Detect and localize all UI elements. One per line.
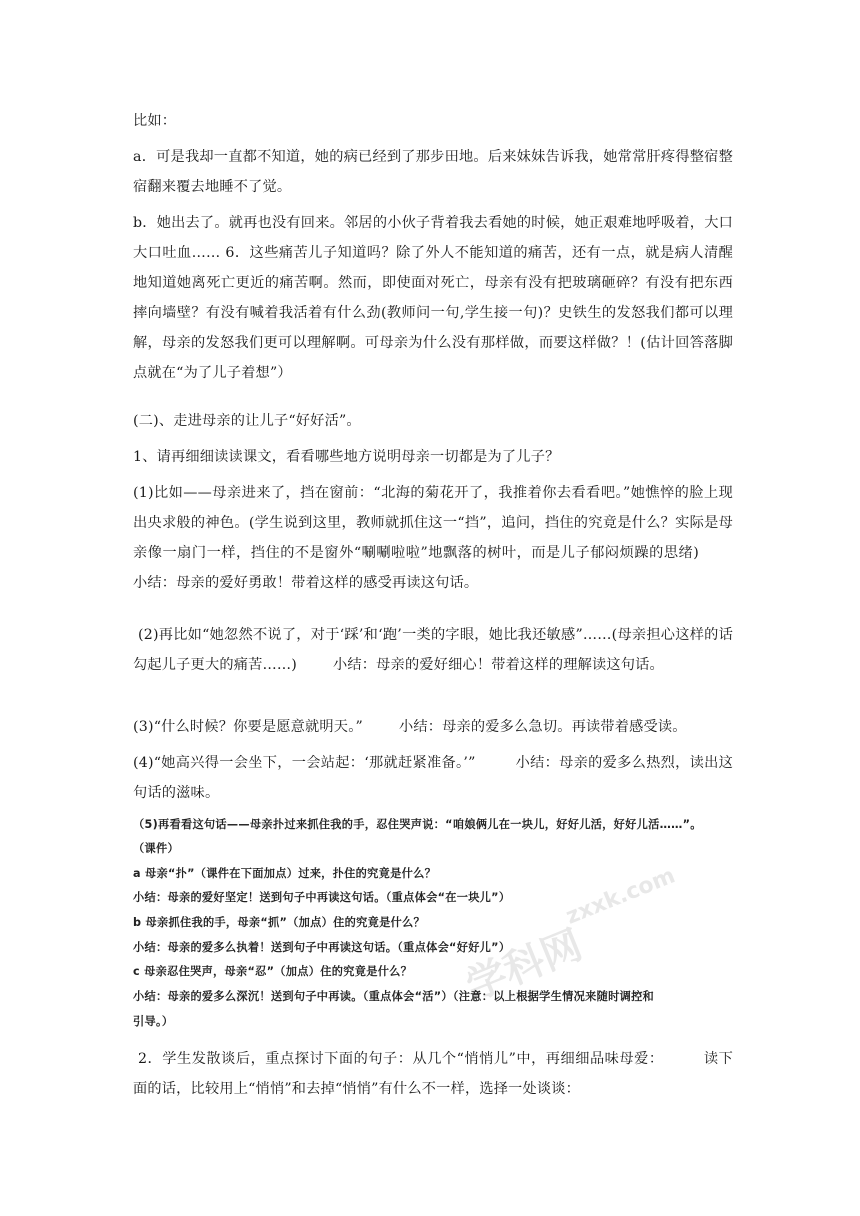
image-line: 小结：母亲的爱好坚定！送到句子中再读这句话。（重点体会“在一块儿”） [133, 891, 511, 904]
item-4-summary: 小结：母亲的爱多么热烈，读出这句话的滋味。 [133, 755, 733, 801]
paragraph-item-3 [133, 712, 733, 742]
paragraph-example-b: b．她出去了。就再也没有回来。邻居的小伙子背着我去看她的时候，她正艰难地呼吸着，大口大口吐血…… 6．这些痛苦儿子知道吗？除了外人不能知道的痛苦，还有一点，就是病人清醒地知道她离死亡更近的痛苦啊。然而，即使面对死亡，母亲有没有把玻璃砸碎？有没有把东西摔向墙壁？有没有喊着我活着有什么劲(教师问一句,学生接一句)？史铁生的发怒我们都可以理解，母亲的发怒我们更可以理解啊。可母亲为什么没有那样做，而要这样做？！(估计回答落脚点就在“为了儿子着想”） [133, 215, 733, 381]
watermark-url-text: zxxk.com [562, 863, 679, 930]
paragraph-item-4 [133, 748, 733, 808]
item-1-summary: 小结：母亲的爱好勇敢！带着这样的感受再读这句话。 [133, 575, 479, 591]
task-2-instruction: 读下面的话，比较用上“悄悄”和去掉“悄悄”有什么不一样，选择一处谈谈： [133, 1051, 733, 1097]
image-line: 小结：母亲的爱多么深沉！送到句子中再读。（重点体会“活”）（注意：以上根据学生情况来随时调控和 [133, 990, 655, 1003]
image-line: a 母亲“扑”（课件在下面加点）过来，扑住的究竟是什么？ [133, 867, 437, 880]
item-4-text: (4)“她高兴得一会坐下，一会站起：‘那就赶紧准备。’” [133, 755, 476, 771]
item-3-summary: 小结：母亲的爱多么急切。再读带着感受读。 [398, 719, 687, 735]
paragraph-example-a: a．可是我却一直都不知道，她的病已经到了那步田地。后来妹妹告诉我，她常常肝疼得整宿整宿翻来覆去地睡不了觉。 [133, 149, 733, 195]
paragraph-item-1 [133, 478, 733, 598]
item-2-summary: 小结：母亲的爱好细心！带着这样的理解读这句话。 [333, 657, 664, 673]
paragraph-task-1: 1、请再细细读读课文，看看哪些地方说明母亲一切都是为了儿子？ [133, 449, 560, 465]
image-line: 小结：母亲的爱多么执着！送到句子中再读这句话。（重点体会“好好儿”） [133, 941, 511, 954]
image-line: （5)再看看这句话——母亲扑过来抓住我的手，忍住哭声说：“咱娘俩儿在一块儿，好好儿活，好好儿活……”。 [133, 818, 702, 831]
item-1-text: (1)比如——母亲进来了，挡在窗前：“北海的菊花开了，我推着你去看看吧。”她憔悴的脸上现出央求般的神色。(学生说到这里，教师就抓住这一“挡”，追问，挡住的究竟是什么？实际是母亲像一扇门一样，挡住的不是窗外“唰唰啦啦”地飘落的树叶，而是儿子郁闷烦躁的思绪) [133, 485, 733, 561]
image-line: 引导。） [133, 1015, 174, 1028]
item-2-text: (2)再比如“她忽然不说了，对于‘踩’和‘跑’一类的字眼，她比我还敏感”……(母亲担心这样的话勾起儿子更大的痛苦……) [133, 627, 733, 673]
paragraph-item-2 [133, 620, 733, 680]
image-line: c 母亲忍住哭声，母亲“忍”（加点）住的究竟是什么？ [133, 965, 413, 978]
item-3-text: (3)“什么时候？你要是愿意就明天。” [133, 719, 363, 735]
watermark-logo-text: 学科网 [460, 921, 589, 1010]
embedded-screenshot-image [133, 814, 731, 1032]
section-heading-2: (二)、走进母亲的让儿子“好好活”。 [133, 413, 361, 429]
image-line: （课件） [133, 842, 179, 855]
image-line: b 母亲抓住我的手，母亲“抓”（加点）住的究竟是什么？ [133, 916, 426, 929]
paragraph-intro: 比如： [133, 113, 177, 129]
paragraph-task-2 [133, 1044, 733, 1104]
task-2-text: 2．学生发散谈后，重点探讨下面的句子：从几个“悄悄儿”中，再细细品味母爱： [138, 1051, 664, 1067]
